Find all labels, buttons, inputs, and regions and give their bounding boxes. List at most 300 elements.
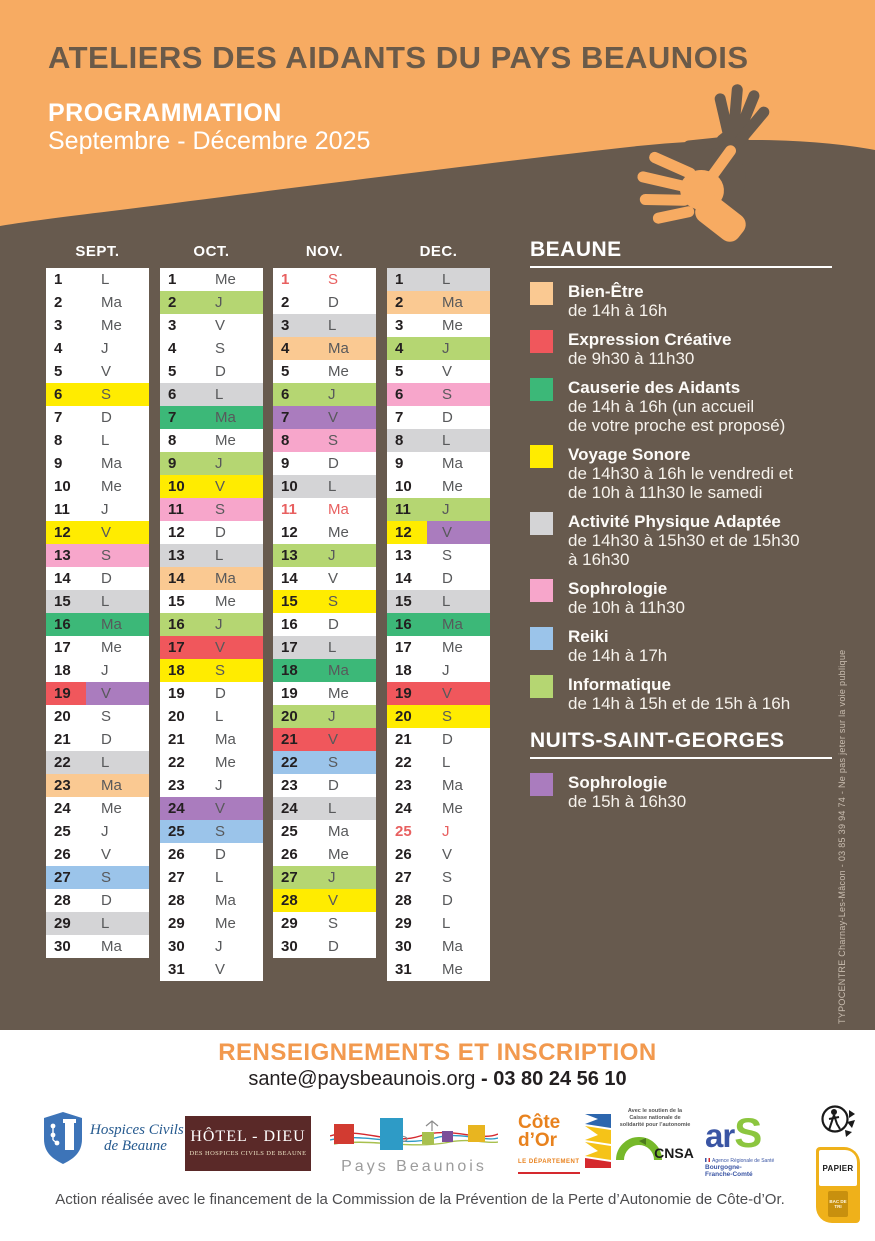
- day-letter: V: [442, 846, 453, 863]
- contact-line: [0, 1068, 875, 1091]
- legend-activity-time: de 14h à 15h et de 15h à 16h: [568, 694, 791, 713]
- day-number: 17: [281, 639, 298, 656]
- hotel-dieu-title: HÔTEL - DIEU: [190, 1128, 306, 1145]
- day-row: [160, 268, 263, 291]
- day-number: 4: [281, 340, 290, 357]
- day-row: [273, 935, 376, 958]
- ars-agency-label: Agence Régionale de Santé: [712, 1158, 775, 1164]
- ars-region-line2: Franche-Comté: [705, 1171, 753, 1178]
- day-letter: V: [328, 892, 339, 909]
- day-letter: Me: [101, 317, 122, 334]
- day-letter: V: [215, 317, 226, 334]
- day-letter: Ma: [215, 409, 236, 426]
- day-number: 19: [46, 682, 86, 705]
- day-row: [387, 452, 490, 475]
- day-number: 19: [281, 685, 298, 702]
- day-row: [273, 774, 376, 797]
- legend-color-swatch: [530, 330, 553, 353]
- day-row: [46, 590, 149, 613]
- pays-square-red: [334, 1124, 354, 1144]
- day-number: 9: [395, 455, 404, 472]
- day-number: 9: [54, 455, 63, 472]
- day-row: [273, 751, 376, 774]
- day-letter: V: [101, 524, 112, 541]
- day-letter: D: [442, 409, 453, 426]
- day-row: [46, 774, 149, 797]
- day-letter: Me: [328, 846, 349, 863]
- pays-square-blue: [380, 1118, 403, 1150]
- day-row: [160, 751, 263, 774]
- day-row: [160, 429, 263, 452]
- day-number: 29: [168, 915, 185, 932]
- legend-activity-name: Informatique: [568, 675, 671, 694]
- day-row: [46, 843, 149, 866]
- day-number: 12: [281, 524, 298, 541]
- cote-dor-line1: Côte: [518, 1112, 561, 1133]
- day-letter: D: [328, 777, 339, 794]
- day-row: [160, 935, 263, 958]
- day-letter: S: [328, 271, 339, 288]
- day-letter: J: [442, 823, 450, 840]
- day-letter: J: [328, 547, 336, 564]
- legend-item: [530, 627, 832, 665]
- month-column-dec: [387, 242, 490, 981]
- day-row: [46, 337, 149, 360]
- day-letter: V: [86, 682, 149, 705]
- day-row: [387, 360, 490, 383]
- day-letter: D: [215, 363, 226, 380]
- day-row: [387, 567, 490, 590]
- contact-phone: 03 80 24 56 10: [493, 1068, 627, 1090]
- day-number: 25: [54, 823, 71, 840]
- day-letter: V: [215, 478, 226, 495]
- day-row: [46, 912, 149, 935]
- day-number: 23: [168, 777, 185, 794]
- day-row: [160, 360, 263, 383]
- day-row: [273, 705, 376, 728]
- day-row: [160, 452, 263, 475]
- day-letter: V: [215, 961, 226, 978]
- day-letter: V: [442, 363, 453, 380]
- day-number: 3: [395, 317, 404, 334]
- day-number: 15: [281, 593, 298, 610]
- footer-heading: RENSEIGNEMENTS ET INSCRIPTION: [218, 1039, 657, 1066]
- day-row: [387, 820, 490, 843]
- day-number: 20: [281, 708, 298, 725]
- day-number: 22: [168, 754, 185, 771]
- day-number: 11: [281, 501, 297, 518]
- cote-dor-line2: d’Or: [518, 1130, 558, 1151]
- day-row: [160, 521, 263, 544]
- legend-activity-name: Bien-Être: [568, 282, 644, 301]
- day-number: 22: [281, 754, 298, 771]
- day-number: 3: [281, 317, 290, 334]
- day-letter: Me: [442, 639, 463, 656]
- day-letter: V: [328, 570, 339, 587]
- month-column-nov: [273, 242, 376, 958]
- day-row: [46, 452, 149, 475]
- day-number: 12: [168, 524, 185, 541]
- day-row: [46, 613, 149, 636]
- day-number: 5: [395, 363, 404, 380]
- day-letter: J: [328, 708, 336, 725]
- day-row: [160, 659, 263, 682]
- ars-s-text: S: [734, 1109, 763, 1156]
- sorting-bin-icon: BAC DE TRI: [828, 1191, 848, 1217]
- day-row: [160, 383, 263, 406]
- day-letter: Ma: [101, 938, 122, 955]
- day-letter: Me: [328, 685, 349, 702]
- month-body: [273, 268, 376, 958]
- day-row: [160, 636, 263, 659]
- day-number: 10: [168, 478, 185, 495]
- day-letter: Me: [328, 363, 349, 380]
- day-letter: J: [215, 455, 223, 472]
- day-row: [160, 912, 263, 935]
- day-number: 30: [54, 938, 71, 955]
- day-row: [387, 314, 490, 337]
- day-row: [387, 705, 490, 728]
- day-number: 6: [54, 386, 63, 403]
- day-number: 6: [168, 386, 177, 403]
- day-number: 29: [54, 915, 71, 932]
- day-number: 12: [387, 521, 427, 544]
- legend-activity-name: Expression Créative: [568, 330, 732, 349]
- day-number: 7: [395, 409, 404, 426]
- day-number: 15: [54, 593, 71, 610]
- day-row: [46, 705, 149, 728]
- page-title: ATELIERS DES AIDANTS DU PAYS BEAUNOIS: [48, 40, 749, 75]
- day-letter: V: [101, 846, 112, 863]
- day-letter: Me: [101, 478, 122, 495]
- day-letter: L: [442, 754, 451, 771]
- legend-color-swatch: [530, 445, 553, 468]
- day-row: [387, 797, 490, 820]
- day-row: [273, 498, 376, 521]
- day-letter: Ma: [328, 662, 349, 679]
- day-number: 7: [281, 409, 290, 426]
- day-row: [160, 291, 263, 314]
- day-row: [46, 268, 149, 291]
- day-number: 2: [168, 294, 177, 311]
- month-body: [387, 268, 490, 981]
- day-letter: S: [215, 340, 226, 357]
- day-row: [387, 866, 490, 889]
- logo-ars: [705, 1109, 783, 1178]
- day-letter: D: [101, 570, 112, 587]
- day-letter: J: [101, 501, 109, 518]
- day-letter: L: [442, 915, 451, 932]
- day-letter: L: [101, 271, 110, 288]
- day-row: [46, 866, 149, 889]
- day-letter: S: [101, 708, 112, 725]
- day-letter: J: [328, 386, 336, 403]
- day-letter: J: [328, 869, 336, 886]
- day-letter: S: [101, 869, 112, 886]
- day-letter: J: [215, 777, 223, 794]
- day-letter: L: [215, 547, 224, 564]
- day-number: 5: [54, 363, 63, 380]
- legend-activity-time: de 14h à 17h: [568, 646, 668, 665]
- day-letter: L: [442, 432, 451, 449]
- day-row: [387, 843, 490, 866]
- legend-activity-time: de 9h30 à 11h30: [568, 349, 695, 368]
- day-number: 21: [395, 731, 412, 748]
- legend-activity-time: de 10h à 11h30: [568, 598, 685, 617]
- month-label: DEC.: [419, 243, 458, 260]
- day-letter: D: [442, 892, 453, 909]
- day-letter: S: [442, 708, 453, 725]
- day-number: 15: [395, 593, 412, 610]
- day-letter: S: [328, 432, 339, 449]
- day-letter: L: [101, 432, 110, 449]
- day-number: 24: [395, 800, 412, 817]
- header-period: Septembre - Décembre 2025: [48, 127, 371, 155]
- day-letter: Ma: [215, 731, 236, 748]
- day-number: 13: [395, 547, 412, 564]
- day-row: [46, 429, 149, 452]
- legend-text: [568, 330, 731, 368]
- day-row: [273, 682, 376, 705]
- day-number: 28: [54, 892, 71, 909]
- day-row: [387, 268, 490, 291]
- legend-text: [568, 579, 685, 617]
- day-number: 8: [168, 432, 177, 449]
- day-letter: D: [101, 892, 112, 909]
- day-number: 14: [168, 570, 185, 587]
- day-letter: V: [215, 639, 226, 656]
- day-letter: V: [328, 409, 339, 426]
- day-number: 17: [54, 639, 71, 656]
- day-row: [273, 636, 376, 659]
- day-letter: Ma: [101, 455, 122, 472]
- pays-square-yellow: [468, 1125, 485, 1142]
- logo-hospices-civils: [44, 1112, 184, 1164]
- day-row: [160, 544, 263, 567]
- papier-badge: [816, 1147, 860, 1223]
- month-label: NOV.: [305, 243, 344, 260]
- day-row: [387, 291, 490, 314]
- french-flag-icon: [705, 1158, 710, 1162]
- legend-color-swatch: [530, 675, 553, 698]
- day-row: [273, 360, 376, 383]
- day-row: [160, 866, 263, 889]
- day-number: 8: [54, 432, 63, 449]
- day-row: [160, 406, 263, 429]
- day-number: 28: [395, 892, 412, 909]
- day-number: 23: [395, 777, 412, 794]
- day-letter: Me: [215, 915, 236, 932]
- day-number: 8: [281, 432, 290, 449]
- legend-item: [530, 282, 832, 320]
- day-letter: L: [101, 593, 110, 610]
- contact-email: sante@paysbeaunois.org: [248, 1068, 476, 1090]
- day-number: 2: [54, 294, 63, 311]
- legend-activity-time: de votre proche est proposé): [568, 416, 786, 435]
- day-number: 22: [54, 754, 71, 771]
- day-row: [387, 337, 490, 360]
- day-row: [46, 567, 149, 590]
- day-row: [273, 268, 376, 291]
- contact-separator: -: [475, 1068, 494, 1090]
- legend-color-swatch: [530, 773, 553, 796]
- day-number: 7: [168, 409, 177, 426]
- day-number: 6: [281, 386, 290, 403]
- day-number: 20: [54, 708, 71, 725]
- legend-text: [568, 627, 667, 665]
- day-letter: J: [442, 662, 450, 679]
- day-row: [387, 935, 490, 958]
- day-number: 24: [54, 800, 71, 817]
- day-letter: V: [427, 521, 490, 544]
- cnsa-support-line2: Caisse nationale de: [629, 1115, 681, 1121]
- printer-note: TYPOCENTRE Charnay-Les-Mâcon - 03 85 39 94 74 - Ne pas jeter sur la voie publique: [837, 649, 847, 1024]
- day-number: 12: [54, 524, 71, 541]
- day-row: [273, 429, 376, 452]
- day-number: 30: [281, 938, 298, 955]
- legend-text: [568, 445, 793, 502]
- day-number: 30: [395, 938, 412, 955]
- day-letter: S: [101, 547, 112, 564]
- day-letter: V: [215, 800, 226, 817]
- day-letter: L: [442, 271, 451, 288]
- day-letter: Ma: [101, 777, 122, 794]
- day-row: [46, 544, 149, 567]
- day-number: 17: [168, 639, 185, 656]
- day-number: 26: [54, 846, 71, 863]
- day-row: [387, 498, 490, 521]
- hospices-shield-icon: [44, 1112, 82, 1164]
- day-number: 16: [281, 616, 298, 633]
- day-number: 17: [395, 639, 412, 656]
- day-row: [387, 475, 490, 498]
- day-row: [273, 889, 376, 912]
- day-row: [160, 498, 263, 521]
- legend-color-swatch: [530, 579, 553, 602]
- day-row: [46, 682, 149, 705]
- month-label: OCT.: [193, 243, 230, 260]
- hospices-name-line2: de Beaune: [104, 1138, 167, 1154]
- day-row: [46, 521, 149, 544]
- day-number: 21: [168, 731, 185, 748]
- legend-section: [530, 729, 832, 811]
- day-row: [46, 475, 149, 498]
- logo-pays-beaunois: [330, 1112, 498, 1178]
- day-number: 25: [281, 823, 298, 840]
- month-body: [46, 268, 149, 958]
- day-letter: D: [328, 938, 339, 955]
- day-letter: D: [101, 409, 112, 426]
- day-letter: D: [215, 524, 226, 541]
- day-row: [273, 820, 376, 843]
- day-number: 29: [395, 915, 412, 932]
- day-letter: S: [215, 823, 226, 840]
- day-row: [46, 636, 149, 659]
- day-row: [273, 590, 376, 613]
- day-row: [160, 820, 263, 843]
- day-row: [387, 636, 490, 659]
- day-number: 27: [395, 869, 412, 886]
- day-row: [46, 797, 149, 820]
- day-row: [387, 728, 490, 751]
- day-number: 1: [54, 271, 63, 288]
- day-row: [46, 820, 149, 843]
- day-letter: Me: [215, 754, 236, 771]
- day-letter: Me: [215, 271, 236, 288]
- papier-label: PAPIER: [822, 1163, 854, 1173]
- day-row: [160, 613, 263, 636]
- day-row: [46, 383, 149, 406]
- day-number: 11: [54, 501, 70, 518]
- day-row: [273, 521, 376, 544]
- day-letter: J: [101, 823, 109, 840]
- day-number: 31: [395, 961, 412, 978]
- day-number: 11: [395, 501, 411, 518]
- day-number: 21: [54, 731, 71, 748]
- day-letter: Ma: [215, 570, 236, 587]
- day-row: [387, 613, 490, 636]
- day-letter: Ma: [101, 294, 122, 311]
- legend-activity-time: de 14h30 à 16h le vendredi et: [568, 464, 793, 483]
- hospices-name-line1: Hospices Civils: [90, 1122, 184, 1138]
- day-number: 14: [281, 570, 298, 587]
- day-row: [46, 751, 149, 774]
- legend-item: [530, 330, 832, 368]
- day-row: [273, 797, 376, 820]
- day-number: 13: [54, 547, 71, 564]
- day-number: 5: [281, 363, 290, 380]
- day-row: [160, 797, 263, 820]
- day-number: 10: [281, 478, 298, 495]
- header-subtitle: PROGRAMMATION: [48, 99, 282, 127]
- cote-dor-flags-icon: [585, 1114, 611, 1168]
- legend-activity-time: de 14h à 16h: [568, 301, 668, 320]
- day-number: 6: [395, 386, 404, 403]
- day-letter: V: [101, 363, 112, 380]
- day-number: 16: [168, 616, 185, 633]
- legend-item: [530, 579, 832, 617]
- day-row: [46, 314, 149, 337]
- legend-text: [568, 378, 785, 435]
- day-letter: Me: [101, 639, 122, 656]
- legend-activity-time: de 10h à 11h30 le samedi: [568, 483, 763, 502]
- legend: [530, 238, 832, 821]
- day-row: [273, 337, 376, 360]
- triman-icon: [821, 1104, 857, 1138]
- day-number: 30: [168, 938, 185, 955]
- day-letter: L: [442, 593, 451, 610]
- legend-item: [530, 675, 832, 713]
- day-number: 1: [168, 271, 177, 288]
- legend-activity-name: Sophrologie: [568, 579, 668, 598]
- day-letter: S: [442, 869, 453, 886]
- day-letter: L: [328, 800, 337, 817]
- day-letter: D: [328, 455, 339, 472]
- day-row: [387, 958, 490, 981]
- day-letter: L: [215, 708, 224, 725]
- day-row: [273, 383, 376, 406]
- day-row: [387, 406, 490, 429]
- logo-cnsa: [612, 1108, 698, 1161]
- legend-activity-time: à 16h30: [568, 550, 630, 569]
- day-number: 9: [168, 455, 177, 472]
- day-number: 24: [281, 800, 298, 817]
- hotel-dieu-subtitle: DES HOSPICES CIVILS DE BEAUNE: [189, 1150, 307, 1157]
- legend-section: [530, 238, 832, 713]
- day-letter: Ma: [328, 823, 349, 840]
- day-number: 4: [54, 340, 63, 357]
- day-row: [160, 682, 263, 705]
